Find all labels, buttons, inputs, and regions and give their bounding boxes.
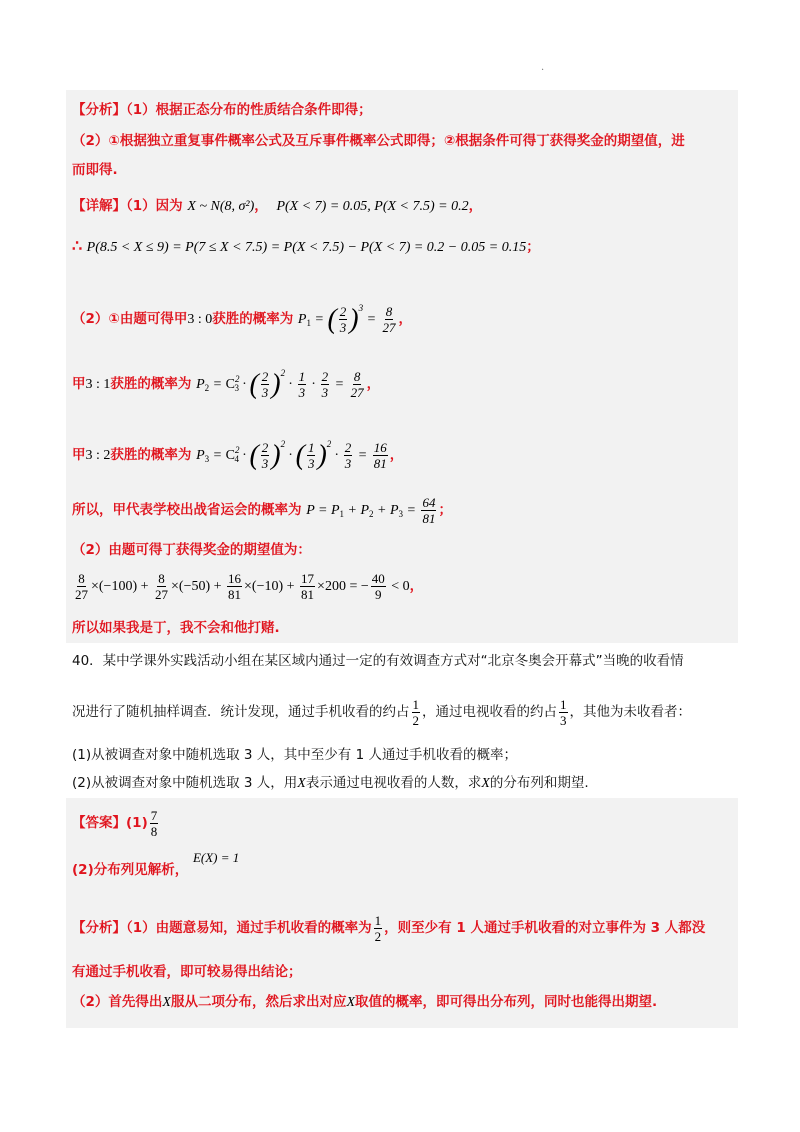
analysis2-text: （1）由题意易知，通过手机收看的概率为 [126,920,372,936]
detail-text: 获胜的概率为 [110,376,192,392]
score: 3 : 0 [187,312,213,327]
analysis2-tag: 【分析】 [72,920,126,936]
detail-tag: 【详解】 [72,198,126,214]
question-text: 的分布列和期望. [489,775,589,791]
formula-p-total: $P = P_1 + P_2 + P_3$ = $\frac{64}{81}$ [306,495,436,527]
detail-line-6: 所以，甲代表学校出战省运会的概率为 $P = P_1 + P_2 + P_3$ = $\frac{64}{81}$ ； [72,495,452,527]
answer-line-2 [72,850,240,880]
normal-distribution: X ~ N(8, σ²) [187,199,255,214]
answer-text: (1) [126,815,148,831]
analysis2-line-3: （2）首先得出X服从二项分布，然后求出对应X取值的概率，即可得出分布列，同时也能得出期望. [72,994,658,1010]
given-probabilities: P(X < 7) = 0.05, P(X < 7.5) = 0.2 [276,199,469,214]
score: 3 : 2 [85,448,111,463]
detail-text: （2）①由题可得甲 [72,311,188,327]
detail-line-3: （2）①由题可得甲3 : 0获胜的概率为 $P_1$ = ( $\frac{2}{3}$ )$^3$ = $\frac{8}{27}$ ， [72,303,413,336]
analysis2-line-1 [72,908,705,948]
phone-fraction: $\frac{1}{2}$ [412,696,419,728]
expectation-formula: $\frac{8}{27}$ ×(−100) + $\frac{8}{27}$ ×(−50) + $\frac{16}{81}$ ×(−10) + $\frac{17}{81}$ ×200 = − $\frac{40}{9}$ < 0 [75,571,410,603]
question-text: (1)从被调查对象中随机选取 3 人，其中至少有 1 人通过手机收看的概率； [72,747,517,763]
answer-tag: 【答案】 [72,815,126,831]
formula-p1: $P_1$ = ( $\frac{2}{3}$ )$^3$ = $\frac{8}{27}$ [297,303,396,336]
analysis2-line-2 [72,962,302,982]
therefore-symbol: ∴ [72,236,83,255]
score: 3 : 1 [85,377,111,392]
detail-text: 所以，甲代表学校出战省运会的概率为 [72,502,302,518]
analysis2-text: 服从二项分布，然后求出对应 [170,994,347,1010]
detail-line-2: ∴ P(8.5 < X ≤ 9) = P(7 ≤ X < 7.5) = P(X < 7.5) − P(X < 7) = 0.2 − 0.05 = 0.15； [72,236,540,255]
question-line-4: (2)从被调查对象中随机选取 3 人，用X表示通过电视收看的人数，求X的分布列和期望. [72,775,589,791]
half-fraction: $\frac{1}{2}$ [374,912,382,944]
question-text: ，其他为未收看者： [569,704,691,720]
analysis2-text: 取值的概率，即可得出分布列，同时也能得出期望. [355,994,658,1010]
analysis-text: 而即得. [72,162,118,178]
detail-text: 甲 [72,376,86,392]
detail-text: 获胜的概率为 [212,311,294,327]
analysis-text: （2）①根据独立重复事件概率公式及互斥事件概率公式即得；②根据条件可得丁获得奖金的期望值，进 [72,133,685,149]
detail-line-1: 【详解】（1）因为 X ~ N(8, σ²)， P(X < 7) = 0.05, P(X < 7.5) = 0.2， [72,198,483,214]
answer-line-1 [72,803,160,843]
detail-line-8: $\frac{8}{27}$ ×(−100) + $\frac{8}{27}$ ×(−50) + $\frac{16}{81}$ ×(−10) + $\frac{17}{81}$ ×200 = − $\frac{40}{9}$ < 0， [72,566,423,607]
question-text: 表示通过电视收看的人数，求 [305,775,482,791]
question-text: (2)从被调查对象中随机选取 3 人，用 [72,775,298,791]
question-text: 况进行了随机抽样调查．统计发现，通过手机收看的约占 [72,704,410,720]
page-mark: . [541,62,545,73]
question-text: 40．某中学课外实践活动小组在某区域内通过一定的有效调查方式对“北京冬奥会开幕式”当晚的收看情 [72,653,684,669]
analysis-line-2 [72,131,685,151]
question-line-2 [72,692,691,732]
detail-line-7 [72,540,311,560]
expectation-value: E(X) = 1 [192,850,240,865]
analysis-text: （1）根据正态分布的性质结合条件即得； [126,102,372,118]
analysis2-text: （2）首先得出 [72,994,163,1010]
analysis-line-3 [72,160,118,180]
formula-p3: $P_3 = C^2_4$ · ( $\frac{2}{3}$ )$^2$ · ( $\frac{1}{3}$ )$^2$ · $\frac{2}{3}$ = $\frac{16}{81}$ [196,439,387,472]
analysis2-text: ，则至少有 1 人通过手机收看的对立事件为 3 人都没 [384,920,706,936]
question-line-1 [72,651,684,671]
detail-text: 甲 [72,447,86,463]
tv-fraction: $\frac{1}{3}$ [560,696,567,728]
detail-line-9 [72,618,280,638]
detail-line-4: 甲3 : 1获胜的概率为 $P_2 = C^2_3$ · ( $\frac{2}{3}$ )$^2$ · $\frac{1}{3}$ · $\frac{2}{3}$ = $\frac{8}{27}$ ， [72,368,381,401]
question-text: ，通过电视收看的约占 [422,704,557,720]
analysis-line-1 [72,100,372,120]
answer-fraction: $\frac{7}{8}$ [150,807,158,839]
question-line-3 [72,745,517,765]
analysis-tag: 【分析】 [72,102,126,118]
answer-text: (2)分布列见解析， [72,862,189,878]
probability-computation: P(8.5 < X ≤ 9) = P(7 ≤ X < 7.5) = P(X < 7.5) − P(X < 7) = 0.2 − 0.05 = 0.15 [86,240,527,255]
analysis2-text: 有通过手机收看，即可较易得出结论； [72,964,302,980]
formula-p2: $P_2 = C^2_3$ · ( $\frac{2}{3}$ )$^2$ · $\frac{1}{3}$ · $\frac{2}{3}$ = $\frac{8}{27}$ [196,368,364,401]
detail-line-5: 甲3 : 2获胜的概率为 $P_3 = C^2_4$ · ( $\frac{2}{3}$ )$^2$ · ( $\frac{1}{3}$ )$^2$ · $\frac{2}{3}$ = $\frac{16}{81}$ ， [72,439,404,472]
detail-text: （2）由题可得丁获得奖金的期望值为： [72,542,311,558]
detail-text: （1）因为 [126,198,183,214]
detail-text: 所以如果我是丁，我不会和他打赌. [72,620,280,636]
detail-text: 获胜的概率为 [110,447,192,463]
